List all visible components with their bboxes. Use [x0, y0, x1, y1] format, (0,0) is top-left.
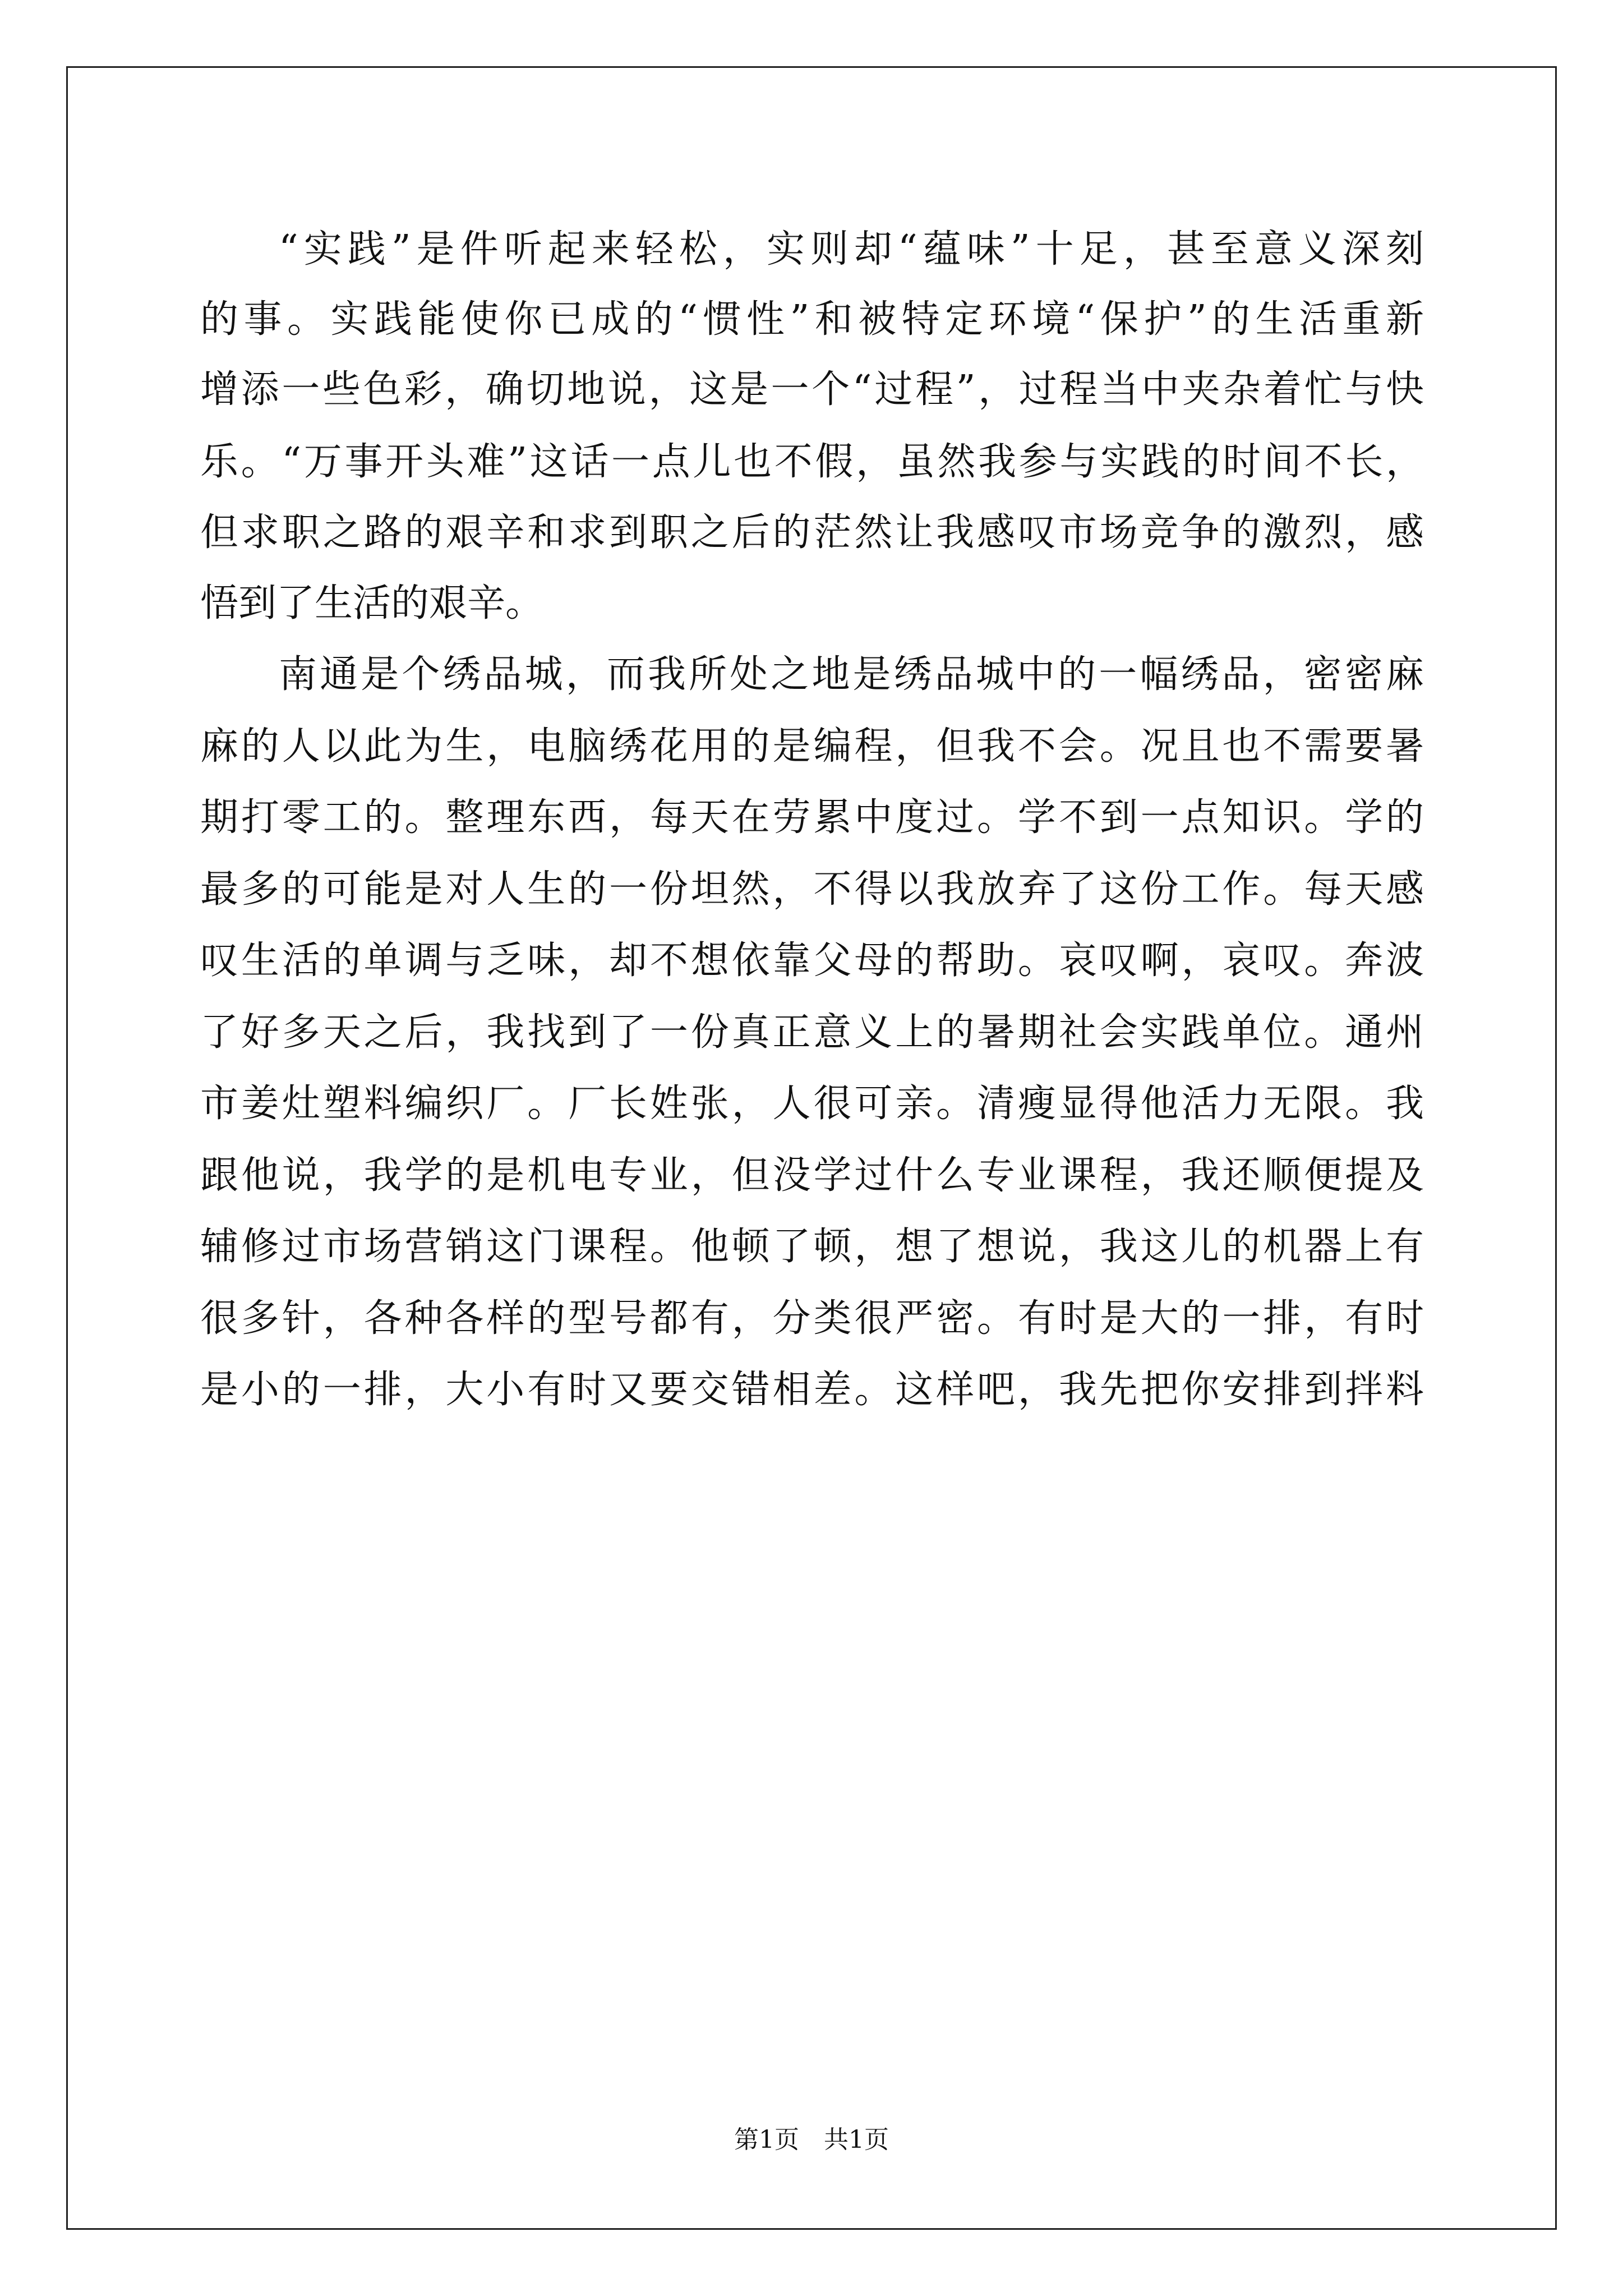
paragraph-2-line-10: 很多针，各种各样的型号都有，分类很严密。有时是大的一排，有时 — [200, 1296, 1424, 1341]
paragraph-2-line-6: 了好多天之后，我找到了一份真正意义上的暑期社会实践单位。通州 — [200, 1010, 1424, 1055]
page-footer: 第1页 共1页 — [734, 2125, 889, 2154]
paragraph-1-line-1: “实践”是件听起来轻松，实则却“蕴味”十足，甚至意义深刻 — [279, 227, 1424, 272]
paragraph-1-line-2: 的事。实践能使你已成的“惯性”和被特定环境“保护”的生活重新 — [200, 297, 1424, 342]
paragraph-1-line-4: 乐。“万事开头难”这话一点儿也不假，虽然我参与实践的时间不长， — [200, 440, 1424, 484]
paragraph-1-line-5: 但求职之路的艰辛和求到职之后的茫然让我感叹市场竞争的激烈，感 — [200, 510, 1424, 555]
paragraph-2-line-1: 南通是个绣品城，而我所处之地是绣品城中的一幅绣品，密密麻 — [279, 652, 1424, 697]
paragraph-2-line-8: 跟他说，我学的是机电专业，但没学过什么专业课程，我还顺便提及 — [200, 1153, 1424, 1198]
paragraph-2-line-9: 辅修过市场营销这门课程。他顿了顿，想了想说，我这儿的机器上有 — [200, 1225, 1424, 1269]
paragraph-1-line-6: 悟到了生活的艰辛。 — [200, 581, 544, 625]
paragraph-2-line-5: 叹生活的单调与乏味，却不想依靠父母的帮助。哀叹啊，哀叹。奔波 — [200, 938, 1424, 983]
paragraph-2-line-3: 期打零工的。整理东西，每天在劳累中度过。学不到一点知识。学的 — [200, 795, 1424, 840]
paragraph-2-line-4: 最多的可能是对人生的一份坦然，不得以我放弃了这份工作。每天感 — [200, 867, 1424, 912]
paragraph-2-line-2: 麻的人以此为生，电脑绣花用的是编程，但我不会。况且也不需要暑 — [200, 724, 1424, 769]
paragraph-2-line-7: 市姜灶塑料编织厂。厂长姓张，人很可亲。清瘦显得他活力无限。我 — [200, 1082, 1424, 1126]
paragraph-1-line-3: 增添一些色彩，确切地说，这是一个“过程”，过程当中夹杂着忙与快 — [200, 367, 1424, 412]
paragraph-2-line-11: 是小的一排，大小有时又要交错相差。这样吧，我先把你安排到拌料 — [200, 1368, 1424, 1412]
